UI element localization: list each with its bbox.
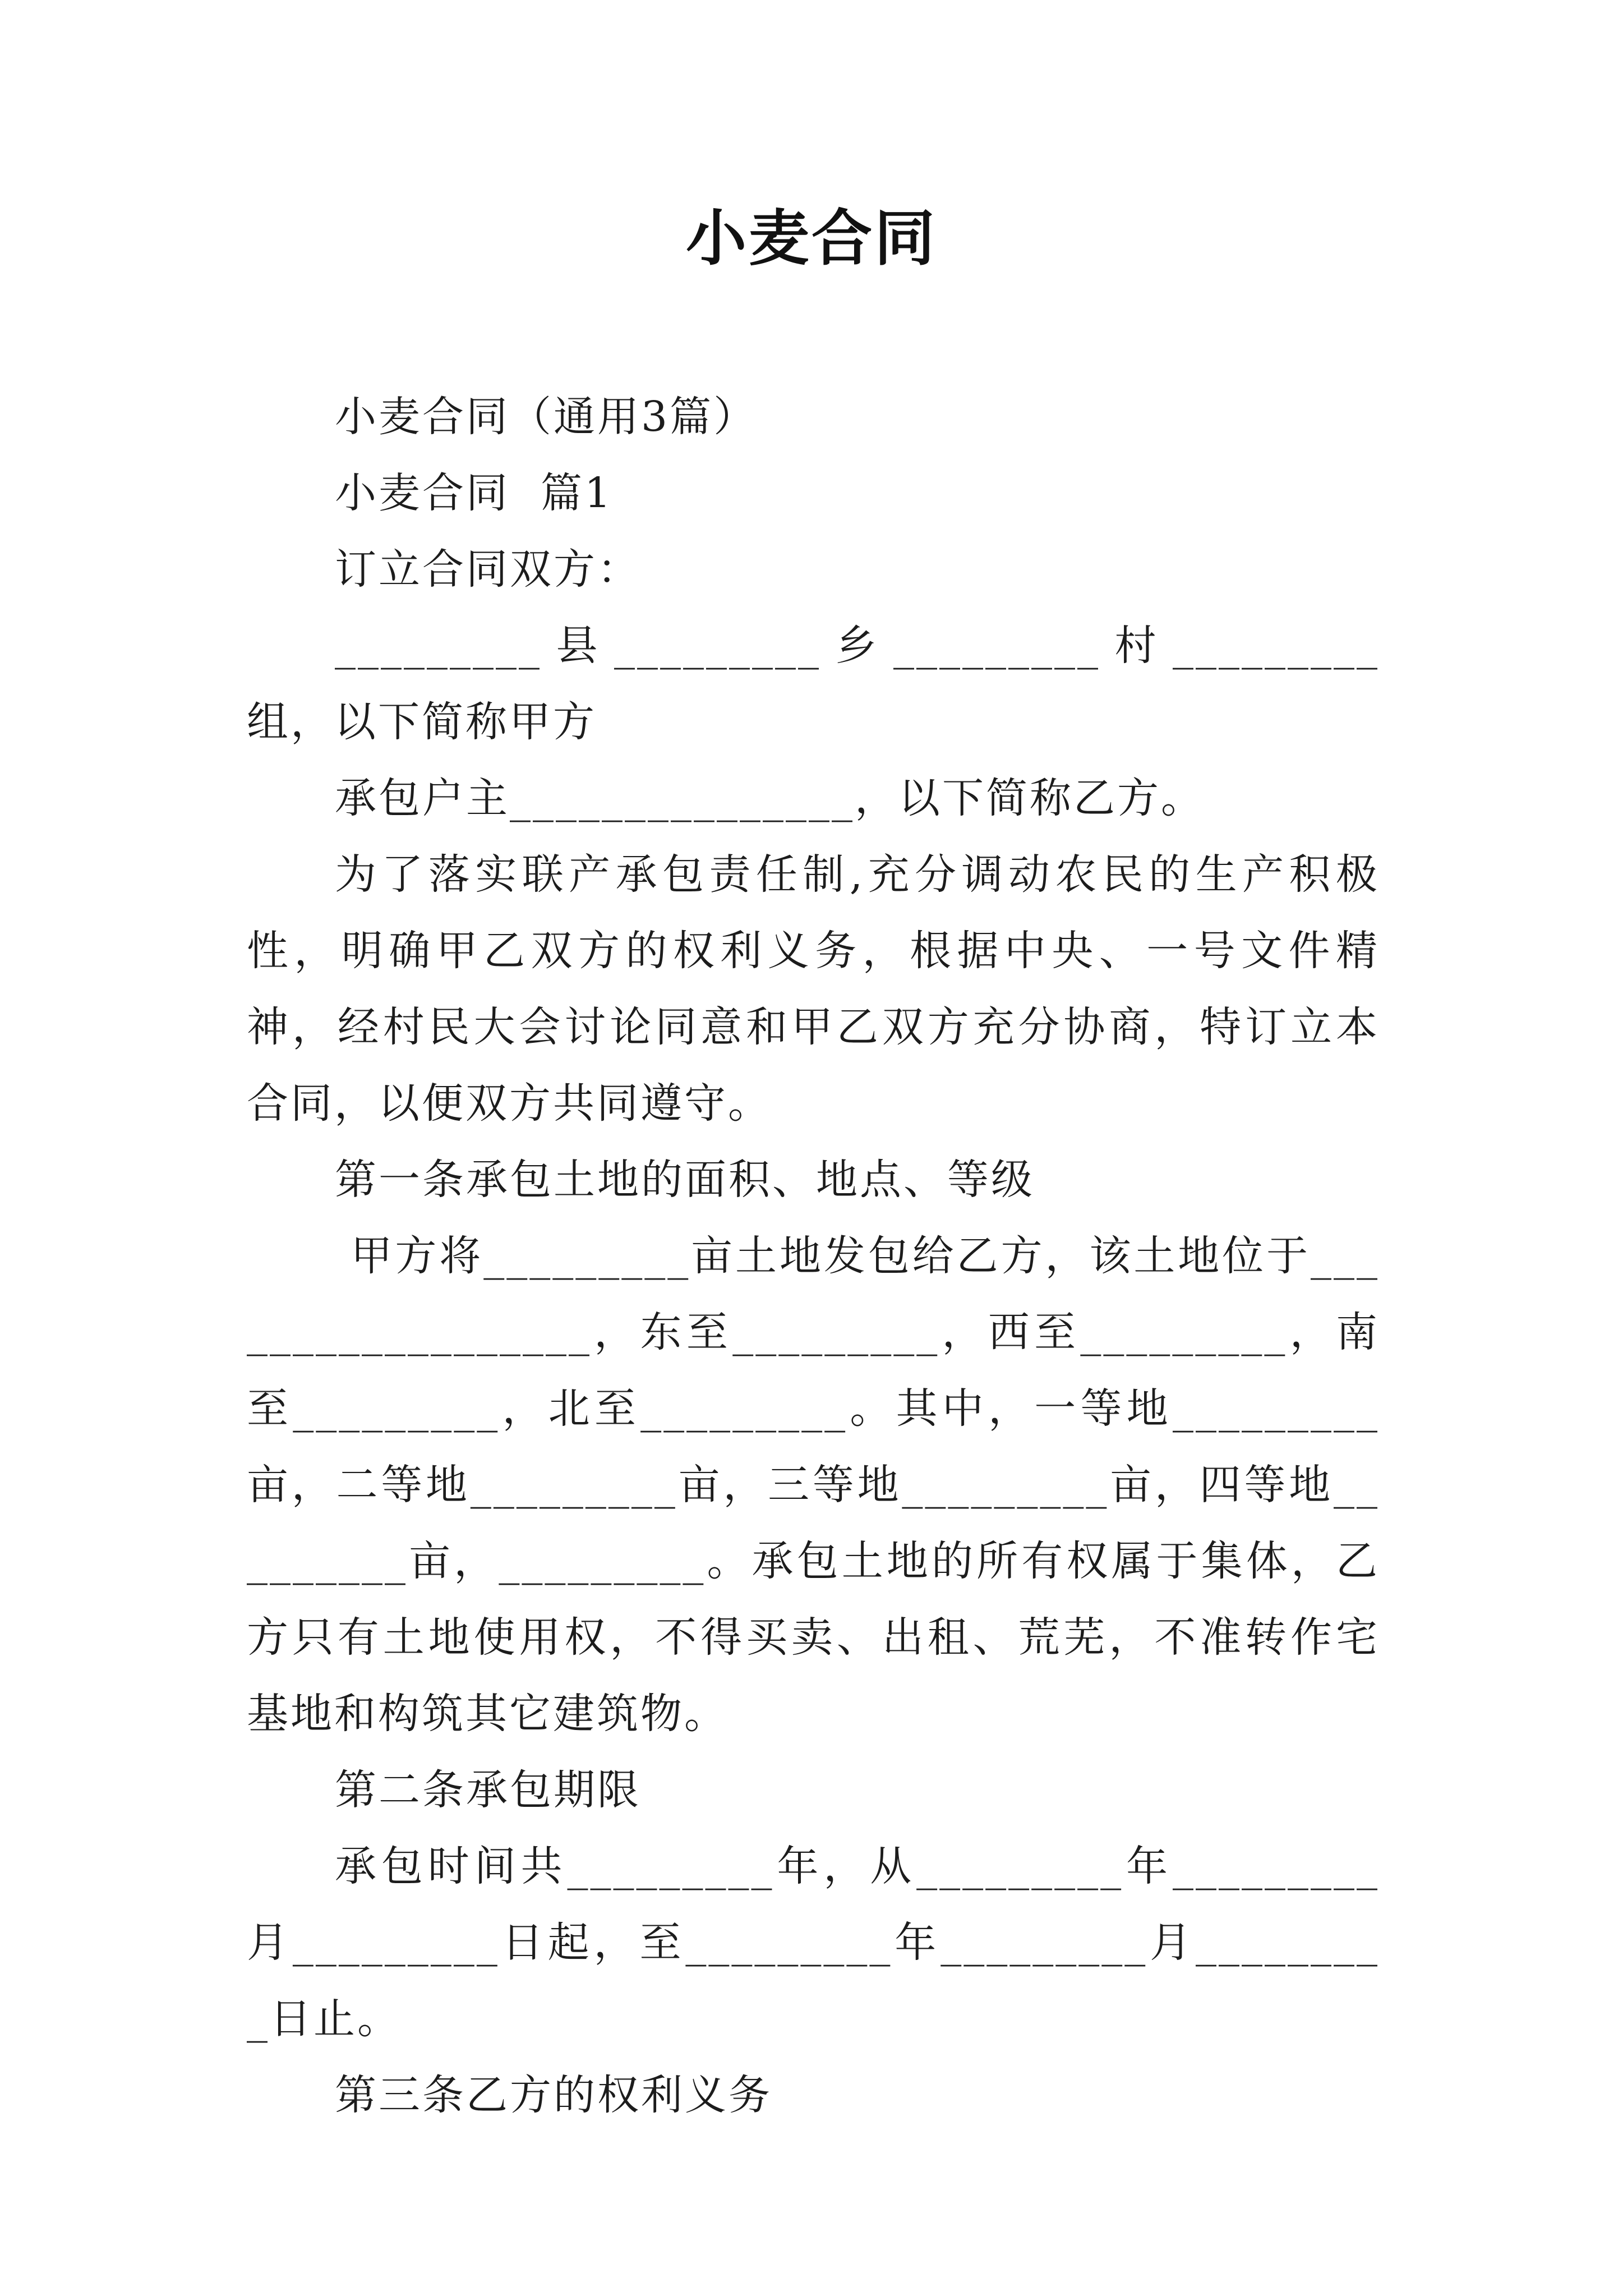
paragraph-article-1-body: 甲方将_________亩土地发包给乙方，该土地位于__________________，东至_________，西至_________，南至_________，北至_________。其中，一等地_________亩，二等地_________亩，三等地_________亩，四等地_________亩，_________。承包土地的所有权属于集体，乙方只有土地使用权，不得买卖、出租、荒芜，不准转作宅基地和构筑其它建筑物。 (247, 1232, 1380, 1738)
paragraph-article-1-heading: 第一条承包土地的面积、地点、等级 (335, 1156, 1035, 1204)
paragraph-article-2-heading: 第二条承包期限 (335, 1766, 641, 1814)
paragraph-purpose: 为了落实联产承包责任制,充分调动农民的生产积极性，明确甲乙双方的权利义务，根据中央、一号文件精神，经村民大会讨论同意和甲乙双方充分协商，特订立本合同，以便双方共同遵守。 (247, 850, 1380, 1128)
paragraph-article-3-heading: 第三条乙方的权利义务 (335, 2071, 772, 2119)
paragraph-article-2-body: 承包时间共_________年，从_________年_________月_________日起，至_________年_________月_________日止。 (247, 1842, 1380, 2043)
paragraph-party-a: _________县_________乡_________村_________组，以下简称甲方 (247, 622, 1380, 746)
paragraph-parties-heading: 订立合同双方： (335, 545, 641, 593)
paragraph-party-b: 承包户主_______________，以下简称乙方。 (335, 774, 1205, 822)
document-body (247, 379, 1380, 2133)
document-title: 小麦合同 (685, 203, 937, 274)
paragraph-section-heading: 小麦合同 篇1 (335, 469, 614, 517)
paragraph-subtitle: 小麦合同（通用3篇） (335, 393, 758, 441)
